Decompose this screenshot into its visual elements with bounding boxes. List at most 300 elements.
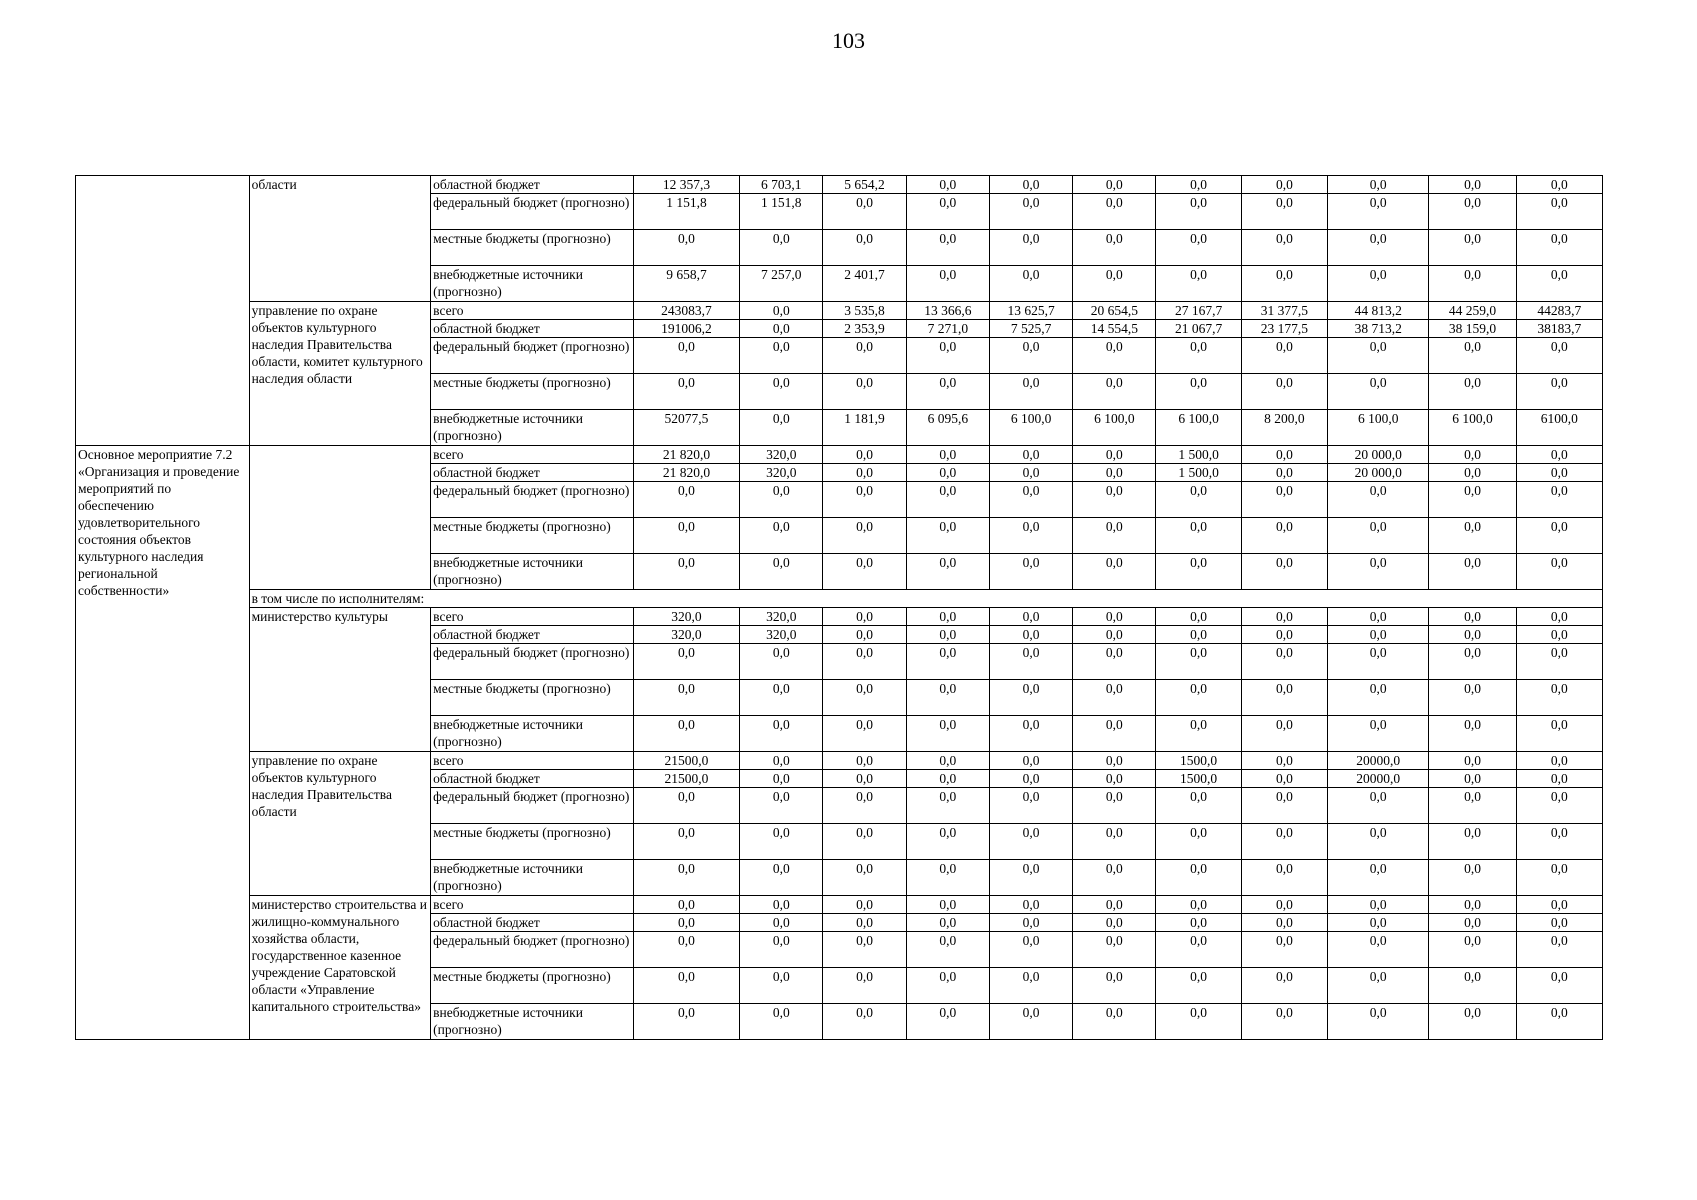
value-cell: 0,0 bbox=[1429, 896, 1516, 914]
value-cell: 0,0 bbox=[1156, 788, 1241, 824]
value-cell: 0,0 bbox=[1241, 176, 1327, 194]
value-cell: 0,0 bbox=[1073, 644, 1156, 680]
value-cell: 0,0 bbox=[1516, 932, 1602, 968]
value-cell: 0,0 bbox=[823, 860, 906, 896]
value-cell: 0,0 bbox=[823, 1004, 906, 1040]
value-cell: 1500,0 bbox=[1156, 752, 1241, 770]
value-cell: 38 159,0 bbox=[1429, 320, 1516, 338]
value-cell: 0,0 bbox=[633, 230, 739, 266]
value-cell: 0,0 bbox=[1328, 1004, 1429, 1040]
value-cell: 191006,2 bbox=[633, 320, 739, 338]
funding-source-cell: областной бюджет bbox=[431, 176, 634, 194]
value-cell: 44283,7 bbox=[1516, 302, 1602, 320]
value-cell: 0,0 bbox=[906, 230, 989, 266]
value-cell: 0,0 bbox=[1429, 716, 1516, 752]
value-cell: 6 100,0 bbox=[1429, 410, 1516, 446]
value-cell: 0,0 bbox=[1241, 464, 1327, 482]
value-cell: 0,0 bbox=[989, 554, 1072, 590]
budget-table bbox=[75, 175, 1603, 1040]
value-cell: 0,0 bbox=[1241, 608, 1327, 626]
value-cell: 3 535,8 bbox=[823, 302, 906, 320]
value-cell: 0,0 bbox=[1516, 230, 1602, 266]
value-cell: 0,0 bbox=[1429, 1004, 1516, 1040]
value-cell: 0,0 bbox=[1241, 374, 1327, 410]
value-cell: 0,0 bbox=[1241, 230, 1327, 266]
main-activity-cell: Основное мероприятие 7.2 «Организация и проведение мероприятий по обеспечению удовлетворительного состояния объектов культурного наследия региональной собственности» bbox=[76, 446, 250, 1040]
value-cell: 0,0 bbox=[1073, 914, 1156, 932]
value-cell: 0,0 bbox=[906, 770, 989, 788]
value-cell: 0,0 bbox=[633, 824, 739, 860]
value-cell: 0,0 bbox=[1429, 770, 1516, 788]
value-cell: 0,0 bbox=[1073, 230, 1156, 266]
value-cell: 0,0 bbox=[989, 608, 1072, 626]
value-cell: 38183,7 bbox=[1516, 320, 1602, 338]
value-cell: 0,0 bbox=[906, 554, 989, 590]
value-cell: 0,0 bbox=[906, 374, 989, 410]
value-cell: 0,0 bbox=[823, 518, 906, 554]
page-number: 103 bbox=[832, 28, 865, 53]
value-cell: 20000,0 bbox=[1328, 770, 1429, 788]
value-cell: 0,0 bbox=[740, 518, 823, 554]
value-cell: 0,0 bbox=[989, 770, 1072, 788]
value-cell: 0,0 bbox=[1073, 176, 1156, 194]
subheading-row bbox=[76, 590, 1603, 608]
value-cell: 0,0 bbox=[1156, 716, 1241, 752]
value-cell: 0,0 bbox=[1429, 194, 1516, 230]
value-cell: 0,0 bbox=[1516, 680, 1602, 716]
funding-source-cell: федеральный бюджет (прогнозно) bbox=[431, 932, 634, 968]
value-cell: 27 167,7 bbox=[1156, 302, 1241, 320]
value-cell: 0,0 bbox=[633, 644, 739, 680]
value-cell: 0,0 bbox=[740, 374, 823, 410]
value-cell: 0,0 bbox=[906, 644, 989, 680]
value-cell: 0,0 bbox=[989, 860, 1072, 896]
executor-cell: министерство культуры bbox=[249, 608, 431, 752]
value-cell: 0,0 bbox=[1073, 770, 1156, 788]
value-cell: 0,0 bbox=[1328, 932, 1429, 968]
value-cell: 6100,0 bbox=[1516, 410, 1602, 446]
value-cell: 0,0 bbox=[1156, 896, 1241, 914]
value-cell: 0,0 bbox=[1156, 194, 1241, 230]
funding-source-cell: федеральный бюджет (прогнозно) bbox=[431, 788, 634, 824]
value-cell: 0,0 bbox=[989, 914, 1072, 932]
value-cell: 0,0 bbox=[740, 914, 823, 932]
value-cell: 0,0 bbox=[1516, 788, 1602, 824]
value-cell: 0,0 bbox=[633, 338, 739, 374]
value-cell: 0,0 bbox=[989, 374, 1072, 410]
value-cell: 0,0 bbox=[1516, 608, 1602, 626]
value-cell: 13 625,7 bbox=[989, 302, 1072, 320]
value-cell: 1 181,9 bbox=[823, 410, 906, 446]
value-cell: 0,0 bbox=[1156, 338, 1241, 374]
value-cell: 6 703,1 bbox=[740, 176, 823, 194]
value-cell: 0,0 bbox=[1241, 554, 1327, 590]
value-cell: 0,0 bbox=[906, 788, 989, 824]
funding-source-cell: внебюджетные источники (прогнозно) bbox=[431, 716, 634, 752]
table-row bbox=[76, 302, 1603, 320]
value-cell: 0,0 bbox=[1516, 968, 1602, 1004]
funding-source-cell: местные бюджеты (прогнозно) bbox=[431, 680, 634, 716]
value-cell: 0,0 bbox=[906, 464, 989, 482]
value-cell: 0,0 bbox=[1516, 644, 1602, 680]
value-cell: 320,0 bbox=[633, 608, 739, 626]
value-cell: 0,0 bbox=[823, 824, 906, 860]
value-cell: 0,0 bbox=[1156, 914, 1241, 932]
table-row bbox=[76, 176, 1603, 194]
value-cell: 0,0 bbox=[989, 482, 1072, 518]
value-cell: 20 000,0 bbox=[1328, 446, 1429, 464]
value-cell: 0,0 bbox=[740, 968, 823, 1004]
value-cell: 0,0 bbox=[633, 680, 739, 716]
value-cell: 0,0 bbox=[1241, 716, 1327, 752]
value-cell: 0,0 bbox=[823, 482, 906, 518]
value-cell: 0,0 bbox=[1429, 752, 1516, 770]
value-cell: 0,0 bbox=[1073, 788, 1156, 824]
value-cell: 320,0 bbox=[740, 464, 823, 482]
table-row bbox=[76, 608, 1603, 626]
value-cell: 0,0 bbox=[1156, 230, 1241, 266]
value-cell: 0,0 bbox=[1156, 860, 1241, 896]
value-cell: 0,0 bbox=[740, 644, 823, 680]
value-cell: 0,0 bbox=[989, 932, 1072, 968]
value-cell: 0,0 bbox=[1073, 716, 1156, 752]
value-cell: 0,0 bbox=[1241, 644, 1327, 680]
table-body bbox=[76, 176, 1603, 1040]
value-cell: 0,0 bbox=[1328, 644, 1429, 680]
value-cell: 0,0 bbox=[906, 482, 989, 518]
value-cell: 6 100,0 bbox=[989, 410, 1072, 446]
value-cell: 320,0 bbox=[740, 446, 823, 464]
value-cell: 0,0 bbox=[1241, 518, 1327, 554]
subheading-cell: в том числе по исполнителям: bbox=[249, 590, 1602, 608]
value-cell: 12 357,3 bbox=[633, 176, 739, 194]
value-cell: 0,0 bbox=[906, 446, 989, 464]
value-cell: 21 820,0 bbox=[633, 446, 739, 464]
value-cell: 0,0 bbox=[1156, 176, 1241, 194]
value-cell: 0,0 bbox=[740, 824, 823, 860]
funding-source-cell: всего bbox=[431, 446, 634, 464]
value-cell: 0,0 bbox=[823, 194, 906, 230]
table-row bbox=[76, 752, 1603, 770]
value-cell: 0,0 bbox=[989, 1004, 1072, 1040]
value-cell: 1500,0 bbox=[1156, 770, 1241, 788]
value-cell: 0,0 bbox=[1429, 932, 1516, 968]
value-cell: 1 500,0 bbox=[1156, 464, 1241, 482]
value-cell: 0,0 bbox=[906, 914, 989, 932]
value-cell: 0,0 bbox=[823, 680, 906, 716]
value-cell: 0,0 bbox=[633, 860, 739, 896]
value-cell: 0,0 bbox=[1241, 446, 1327, 464]
value-cell: 0,0 bbox=[1241, 482, 1327, 518]
value-cell: 0,0 bbox=[1516, 752, 1602, 770]
value-cell: 0,0 bbox=[1429, 968, 1516, 1004]
value-cell: 320,0 bbox=[633, 626, 739, 644]
value-cell: 0,0 bbox=[1156, 374, 1241, 410]
value-cell: 0,0 bbox=[1328, 176, 1429, 194]
value-cell: 0,0 bbox=[1429, 482, 1516, 518]
value-cell: 0,0 bbox=[1073, 338, 1156, 374]
value-cell: 0,0 bbox=[1328, 266, 1429, 302]
value-cell: 0,0 bbox=[1328, 680, 1429, 716]
value-cell: 0,0 bbox=[906, 266, 989, 302]
executor-cell: управление по охране объектов культурного наследия Правительства области bbox=[249, 752, 431, 896]
value-cell: 0,0 bbox=[740, 896, 823, 914]
value-cell: 0,0 bbox=[1241, 932, 1327, 968]
value-cell: 0,0 bbox=[989, 968, 1072, 1004]
value-cell: 0,0 bbox=[1073, 518, 1156, 554]
funding-source-cell: областной бюджет bbox=[431, 626, 634, 644]
value-cell: 0,0 bbox=[1429, 266, 1516, 302]
value-cell: 0,0 bbox=[1073, 860, 1156, 896]
value-cell: 6 100,0 bbox=[1156, 410, 1241, 446]
funding-source-cell: областной бюджет bbox=[431, 320, 634, 338]
value-cell: 0,0 bbox=[1516, 446, 1602, 464]
value-cell: 0,0 bbox=[906, 896, 989, 914]
value-cell: 0,0 bbox=[740, 788, 823, 824]
value-cell: 0,0 bbox=[989, 680, 1072, 716]
value-cell: 0,0 bbox=[633, 518, 739, 554]
value-cell: 0,0 bbox=[740, 770, 823, 788]
value-cell: 0,0 bbox=[1328, 914, 1429, 932]
value-cell: 0,0 bbox=[1516, 338, 1602, 374]
value-cell: 0,0 bbox=[1241, 752, 1327, 770]
value-cell: 0,0 bbox=[740, 932, 823, 968]
value-cell: 0,0 bbox=[1241, 680, 1327, 716]
value-cell: 0,0 bbox=[989, 338, 1072, 374]
value-cell: 0,0 bbox=[1328, 968, 1429, 1004]
value-cell: 14 554,5 bbox=[1073, 320, 1156, 338]
value-cell: 23 177,5 bbox=[1241, 320, 1327, 338]
value-cell: 0,0 bbox=[1516, 176, 1602, 194]
value-cell: 0,0 bbox=[1516, 896, 1602, 914]
value-cell: 0,0 bbox=[1156, 644, 1241, 680]
value-cell: 0,0 bbox=[823, 788, 906, 824]
value-cell: 0,0 bbox=[633, 1004, 739, 1040]
value-cell: 0,0 bbox=[823, 608, 906, 626]
value-cell: 0,0 bbox=[823, 464, 906, 482]
value-cell: 0,0 bbox=[906, 932, 989, 968]
value-cell: 0,0 bbox=[989, 716, 1072, 752]
value-cell: 0,0 bbox=[1429, 518, 1516, 554]
value-cell: 0,0 bbox=[906, 860, 989, 896]
value-cell: 0,0 bbox=[989, 824, 1072, 860]
value-cell: 0,0 bbox=[989, 464, 1072, 482]
value-cell: 0,0 bbox=[906, 824, 989, 860]
value-cell: 6 100,0 bbox=[1073, 410, 1156, 446]
funding-source-cell: областной бюджет bbox=[431, 770, 634, 788]
value-cell: 8 200,0 bbox=[1241, 410, 1327, 446]
value-cell: 21 067,7 bbox=[1156, 320, 1241, 338]
value-cell: 0,0 bbox=[989, 626, 1072, 644]
table-row bbox=[76, 896, 1603, 914]
value-cell: 0,0 bbox=[1073, 932, 1156, 968]
value-cell: 0,0 bbox=[1429, 374, 1516, 410]
value-cell: 5 654,2 bbox=[823, 176, 906, 194]
value-cell: 0,0 bbox=[906, 1004, 989, 1040]
value-cell: 0,0 bbox=[1156, 680, 1241, 716]
value-cell: 0,0 bbox=[1328, 230, 1429, 266]
value-cell: 0,0 bbox=[1073, 752, 1156, 770]
value-cell: 0,0 bbox=[823, 896, 906, 914]
value-cell: 0,0 bbox=[1429, 680, 1516, 716]
value-cell: 0,0 bbox=[1328, 194, 1429, 230]
value-cell: 0,0 bbox=[1429, 338, 1516, 374]
value-cell: 0,0 bbox=[1516, 860, 1602, 896]
value-cell: 0,0 bbox=[633, 914, 739, 932]
value-cell: 0,0 bbox=[989, 446, 1072, 464]
funding-source-cell: внебюджетные источники (прогнозно) bbox=[431, 1004, 634, 1040]
value-cell: 0,0 bbox=[1328, 716, 1429, 752]
funding-source-cell: местные бюджеты (прогнозно) bbox=[431, 374, 634, 410]
value-cell: 0,0 bbox=[1328, 338, 1429, 374]
value-cell: 0,0 bbox=[1241, 194, 1327, 230]
value-cell: 0,0 bbox=[1156, 932, 1241, 968]
value-cell: 7 525,7 bbox=[989, 320, 1072, 338]
value-cell: 0,0 bbox=[906, 752, 989, 770]
value-cell: 0,0 bbox=[1429, 644, 1516, 680]
value-cell: 0,0 bbox=[1241, 914, 1327, 932]
value-cell: 20000,0 bbox=[1328, 752, 1429, 770]
value-cell: 320,0 bbox=[740, 608, 823, 626]
value-cell: 0,0 bbox=[823, 338, 906, 374]
funding-source-cell: местные бюджеты (прогнозно) bbox=[431, 824, 634, 860]
value-cell: 0,0 bbox=[633, 932, 739, 968]
value-cell: 0,0 bbox=[989, 230, 1072, 266]
value-cell: 0,0 bbox=[740, 320, 823, 338]
funding-source-cell: внебюджетные источники (прогнозно) bbox=[431, 266, 634, 302]
value-cell: 0,0 bbox=[823, 932, 906, 968]
value-cell: 0,0 bbox=[1241, 788, 1327, 824]
value-cell: 0,0 bbox=[1156, 554, 1241, 590]
value-cell: 0,0 bbox=[823, 554, 906, 590]
value-cell: 0,0 bbox=[1328, 860, 1429, 896]
value-cell: 21500,0 bbox=[633, 752, 739, 770]
executor-cell: министерство строительства и жилищно-коммунального хозяйства области, государственное казенное учреждение Саратовской области «Управление капитального строительства» bbox=[249, 896, 431, 1040]
value-cell: 0,0 bbox=[1328, 896, 1429, 914]
value-cell: 38 713,2 bbox=[1328, 320, 1429, 338]
value-cell: 0,0 bbox=[740, 716, 823, 752]
value-cell: 0,0 bbox=[1156, 824, 1241, 860]
value-cell: 0,0 bbox=[1073, 446, 1156, 464]
value-cell: 0,0 bbox=[823, 374, 906, 410]
value-cell: 0,0 bbox=[1241, 968, 1327, 1004]
value-cell: 0,0 bbox=[633, 482, 739, 518]
funding-source-cell: всего bbox=[431, 752, 634, 770]
value-cell: 52077,5 bbox=[633, 410, 739, 446]
value-cell: 0,0 bbox=[823, 716, 906, 752]
value-cell: 0,0 bbox=[740, 410, 823, 446]
value-cell: 0,0 bbox=[1516, 626, 1602, 644]
funding-source-cell: федеральный бюджет (прогнозно) bbox=[431, 644, 634, 680]
value-cell: 0,0 bbox=[1241, 860, 1327, 896]
funding-source-cell: внебюджетные источники (прогнозно) bbox=[431, 410, 634, 446]
value-cell: 0,0 bbox=[1429, 176, 1516, 194]
value-cell: 0,0 bbox=[1073, 554, 1156, 590]
value-cell: 0,0 bbox=[1516, 464, 1602, 482]
value-cell: 0,0 bbox=[906, 680, 989, 716]
value-cell: 0,0 bbox=[740, 482, 823, 518]
executor-cell bbox=[249, 446, 431, 590]
funding-source-cell: областной бюджет bbox=[431, 914, 634, 932]
value-cell: 0,0 bbox=[1241, 824, 1327, 860]
value-cell: 0,0 bbox=[1328, 374, 1429, 410]
value-cell: 0,0 bbox=[633, 716, 739, 752]
value-cell: 0,0 bbox=[823, 626, 906, 644]
value-cell: 0,0 bbox=[1328, 824, 1429, 860]
value-cell: 0,0 bbox=[1073, 824, 1156, 860]
value-cell: 0,0 bbox=[989, 176, 1072, 194]
value-cell: 0,0 bbox=[1073, 608, 1156, 626]
value-cell: 0,0 bbox=[633, 896, 739, 914]
funding-source-cell: внебюджетные источники (прогнозно) bbox=[431, 860, 634, 896]
value-cell: 31 377,5 bbox=[1241, 302, 1327, 320]
value-cell: 0,0 bbox=[1429, 788, 1516, 824]
value-cell: 0,0 bbox=[906, 626, 989, 644]
value-cell: 9 658,7 bbox=[633, 266, 739, 302]
value-cell: 0,0 bbox=[1429, 608, 1516, 626]
value-cell: 0,0 bbox=[1073, 374, 1156, 410]
value-cell: 6 100,0 bbox=[1328, 410, 1429, 446]
value-cell: 0,0 bbox=[1156, 518, 1241, 554]
value-cell: 1 500,0 bbox=[1156, 446, 1241, 464]
value-cell: 0,0 bbox=[1073, 896, 1156, 914]
table-row bbox=[76, 446, 1603, 464]
value-cell: 0,0 bbox=[740, 338, 823, 374]
value-cell: 0,0 bbox=[823, 644, 906, 680]
value-cell: 0,0 bbox=[633, 788, 739, 824]
value-cell: 44 259,0 bbox=[1429, 302, 1516, 320]
value-cell: 0,0 bbox=[1429, 554, 1516, 590]
value-cell: 1 151,8 bbox=[633, 194, 739, 230]
value-cell: 0,0 bbox=[1073, 464, 1156, 482]
value-cell: 0,0 bbox=[1073, 626, 1156, 644]
value-cell: 21500,0 bbox=[633, 770, 739, 788]
value-cell: 0,0 bbox=[1516, 716, 1602, 752]
value-cell: 0,0 bbox=[906, 518, 989, 554]
value-cell: 0,0 bbox=[906, 194, 989, 230]
value-cell: 0,0 bbox=[1328, 554, 1429, 590]
value-cell: 0,0 bbox=[740, 752, 823, 770]
funding-source-cell: федеральный бюджет (прогнозно) bbox=[431, 482, 634, 518]
funding-source-cell: областной бюджет bbox=[431, 464, 634, 482]
value-cell: 0,0 bbox=[1241, 266, 1327, 302]
value-cell: 0,0 bbox=[1156, 266, 1241, 302]
value-cell: 0,0 bbox=[989, 518, 1072, 554]
value-cell: 0,0 bbox=[1516, 374, 1602, 410]
value-cell: 20 654,5 bbox=[1073, 302, 1156, 320]
value-cell: 0,0 bbox=[989, 788, 1072, 824]
value-cell: 0,0 bbox=[1156, 608, 1241, 626]
value-cell: 0,0 bbox=[1516, 194, 1602, 230]
value-cell: 0,0 bbox=[906, 968, 989, 1004]
value-cell: 0,0 bbox=[1429, 626, 1516, 644]
funding-source-cell: местные бюджеты (прогнозно) bbox=[431, 518, 634, 554]
value-cell: 0,0 bbox=[1156, 482, 1241, 518]
executor-cell: управление по охране объектов культурного наследия Правительства области, комитет культурного наследия области bbox=[249, 302, 431, 446]
value-cell: 0,0 bbox=[1241, 896, 1327, 914]
value-cell: 0,0 bbox=[823, 230, 906, 266]
value-cell: 0,0 bbox=[740, 1004, 823, 1040]
value-cell: 0,0 bbox=[1241, 1004, 1327, 1040]
value-cell: 20 000,0 bbox=[1328, 464, 1429, 482]
value-cell: 7 257,0 bbox=[740, 266, 823, 302]
value-cell: 2 401,7 bbox=[823, 266, 906, 302]
value-cell: 0,0 bbox=[633, 554, 739, 590]
value-cell: 0,0 bbox=[823, 968, 906, 1004]
value-cell: 0,0 bbox=[823, 446, 906, 464]
value-cell: 44 813,2 bbox=[1328, 302, 1429, 320]
value-cell: 0,0 bbox=[1241, 626, 1327, 644]
